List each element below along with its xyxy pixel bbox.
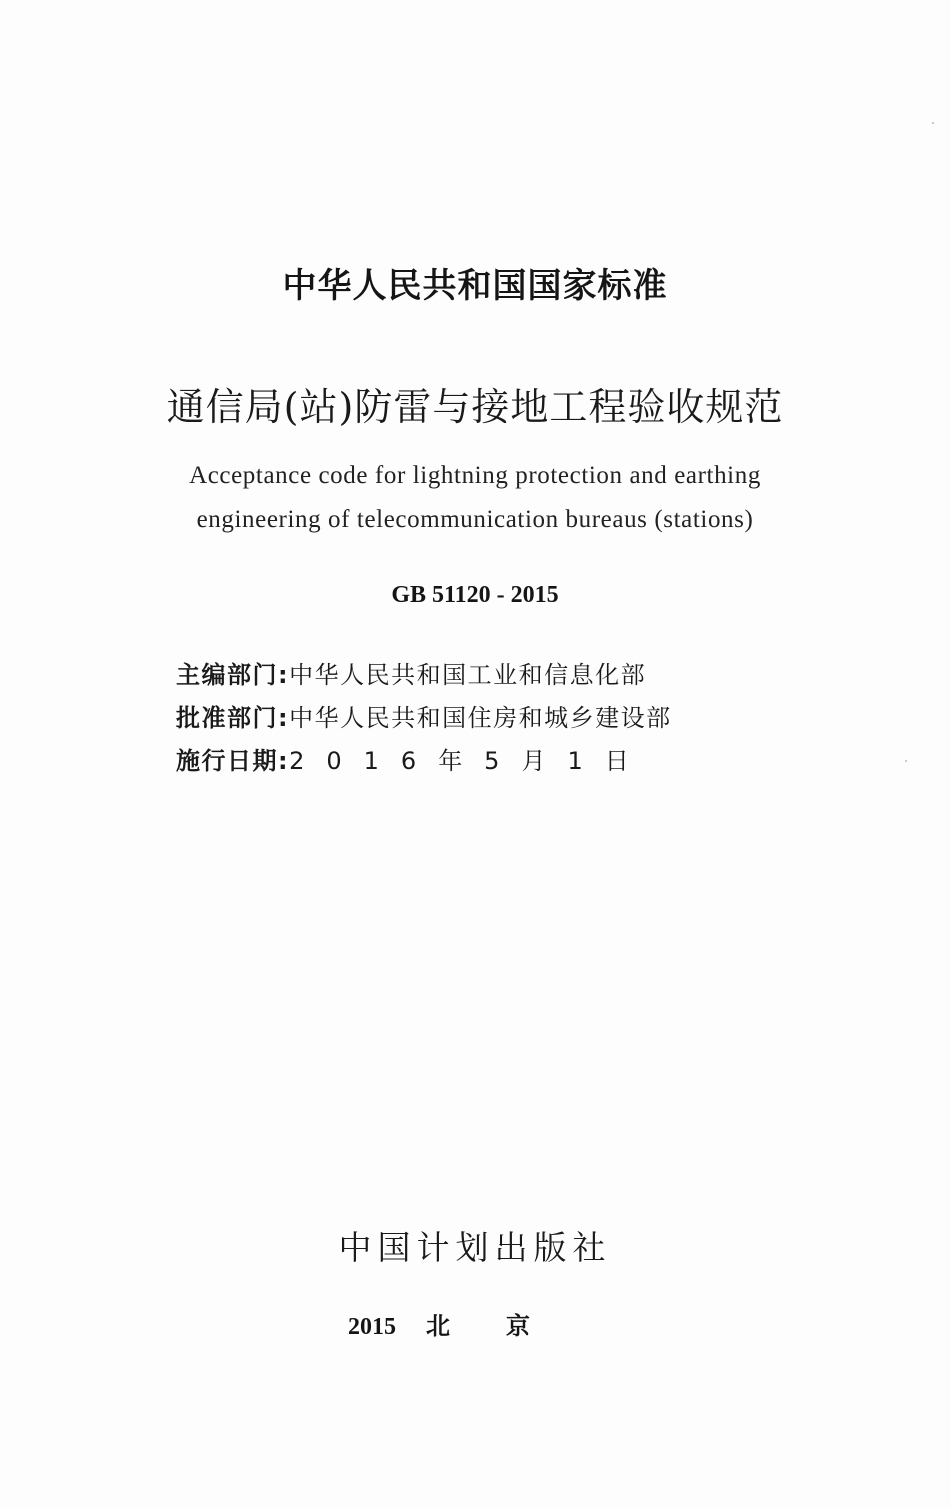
publication-line xyxy=(348,1306,530,1341)
effective-date-label: 施行日期: xyxy=(176,747,290,775)
publication-year: 2015 xyxy=(348,1314,396,1340)
approval-label: 批准部门: xyxy=(176,704,290,732)
publication-city-char-2: 京 xyxy=(506,1312,530,1340)
english-title-line-2: engineering of telecommunication bureaus (stations) xyxy=(196,506,754,533)
scan-speck xyxy=(905,760,907,762)
standard-code: GB 51120 - 2015 xyxy=(391,582,559,608)
publication-city-char-1: 北 xyxy=(426,1312,450,1340)
approval-value: 中华人民共和国住房和城乡建设部 xyxy=(289,704,672,732)
effective-date-value: 2016年5月1日 xyxy=(289,747,651,775)
national-standard-heading: 中华人民共和国国家标准 xyxy=(282,266,668,306)
approval-row xyxy=(176,698,672,733)
effective-date-row xyxy=(176,741,651,776)
publisher-name: 中国计划出版社 xyxy=(338,1228,612,1267)
chief-editor-row xyxy=(176,655,646,690)
chinese-title: 通信局(站)防雷与接地工程验收规范 xyxy=(166,385,784,429)
chief-editor-value: 中华人民共和国工业和信息化部 xyxy=(289,661,647,689)
scan-speck xyxy=(932,122,934,124)
chief-editor-label: 主编部门: xyxy=(176,661,290,689)
english-title-line-1: Acceptance code for lightning protection and earthing xyxy=(189,462,761,489)
